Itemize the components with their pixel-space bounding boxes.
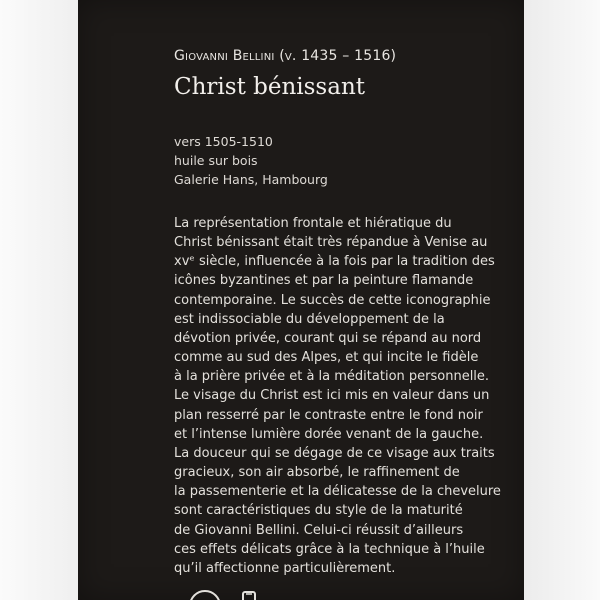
description-line: Le visage du Christ est ici mis en valeur dans un [174,388,490,404]
description-line: comme au sud des Alpes, et qui incite le fidèle [174,350,479,366]
description-line: icônes byzantines et par la peinture flamande [174,273,474,289]
artwork-date: vers 1505-1510 [174,134,273,149]
audio-guide-icon [190,591,220,600]
pictogram-row [185,588,275,600]
description-line: plan resserré par le contraste entre le fond noir [174,407,483,423]
description-line: xvᵉ siècle, influencée à la fois par la tradition des [174,254,495,270]
artwork-details [174,132,328,189]
artwork-description [174,214,519,578]
description-line: de Giovanni Bellini. Celui-ci réussit d’ailleurs [174,522,464,538]
artwork-medium: huile sur bois [174,153,258,168]
description-line: la passementerie et la délicatesse de la chevelure [174,484,501,500]
description-line: Christ bénissant était très répandue à Venise au [174,235,488,251]
phone-icon [243,592,255,600]
pictogram-icons [185,588,275,600]
artist-name: Giovanni Bellini (v. 1435 – 1516) [174,48,397,64]
description-line: qu’il affectionne particulièrement. [174,560,396,576]
artwork-title: Christ bénissant [174,74,365,100]
description-line: La douceur qui se dégage de ce visage aux traits [174,445,495,461]
description-line: est indissociable du développement de la [174,311,445,327]
description-line: sont caractéristiques du style de la maturité [174,503,463,519]
description-line: à la prière privée et à la méditation personnelle. [174,369,490,385]
description-line: gracieux, son air absorbé, le raffinement de [174,465,460,481]
artwork-collection: Galerie Hans, Hambourg [174,172,328,187]
gallery-wall-right [524,0,600,600]
description-line: dévotion privée, courant qui se répand au nord [174,330,482,346]
gallery-wall-left [0,0,78,600]
description-line: contemporaine. Le succès de cette iconographie [174,292,491,308]
description-line: La représentation frontale et hiératique du [174,216,452,231]
description-line: ces effets délicats grâce à la technique à l’huile [174,541,485,557]
description-line: et l’intense lumière dorée venant de la gauche. [174,426,484,442]
